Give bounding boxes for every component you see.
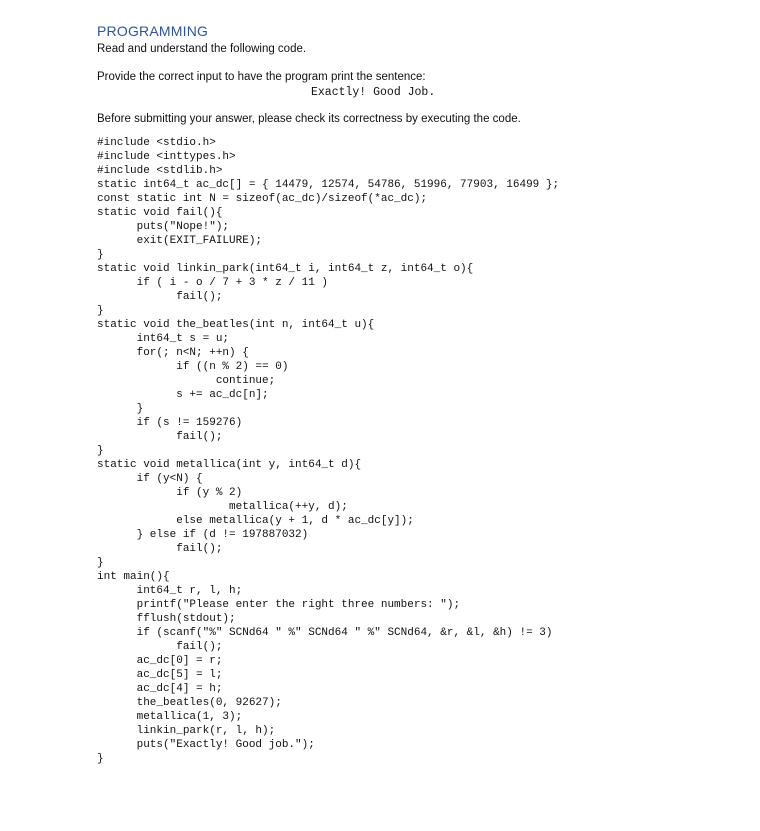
code-line: exit(EXIT_FAILURE); bbox=[97, 235, 263, 247]
code-line: } bbox=[97, 557, 104, 569]
code-line: } bbox=[97, 753, 104, 765]
code-line: fail(); bbox=[97, 641, 223, 653]
code-line: else metallica(y + 1, d * ac_dc[y]); bbox=[97, 515, 414, 527]
code-line: static void the_beatles(int n, int64_t u){ bbox=[97, 319, 375, 331]
code-line: ac_dc[5] = l; bbox=[97, 669, 223, 681]
code-line: fail(); bbox=[97, 543, 223, 555]
code-line: } bbox=[97, 305, 104, 317]
target-sentence: Exactly! Good Job. bbox=[311, 86, 436, 99]
code-line: for(; n<N; ++n) { bbox=[97, 347, 249, 359]
code-line: static void fail(){ bbox=[97, 207, 223, 219]
code-line: } else if (d != 197887032) bbox=[97, 529, 309, 541]
code-line: fail(); bbox=[97, 431, 223, 443]
code-line: if (scanf("%" SCNd64 " %" SCNd64 " %" SCNd64, &r, &l, &h) != 3) bbox=[97, 627, 553, 639]
code-line: } bbox=[97, 445, 104, 457]
code-line: if (s != 159276) bbox=[97, 417, 243, 429]
code-line: metallica(++y, d); bbox=[97, 501, 348, 513]
code-line: metallica(1, 3); bbox=[97, 711, 243, 723]
code-line: fflush(stdout); bbox=[97, 613, 236, 625]
code-line: const static int N = sizeof(ac_dc)/sizeof(*ac_dc); bbox=[97, 193, 428, 205]
code-line: ac_dc[0] = r; bbox=[97, 655, 223, 667]
code-line: linkin_park(r, l, h); bbox=[97, 725, 276, 737]
code-line: int64_t r, l, h; bbox=[97, 585, 243, 597]
code-line: } bbox=[97, 249, 104, 261]
code-line: if (y % 2) bbox=[97, 487, 243, 499]
code-line: s += ac_dc[n]; bbox=[97, 389, 269, 401]
code-line: int main(){ bbox=[97, 571, 170, 583]
code-line: #include <stdlib.h> bbox=[97, 165, 223, 177]
code-line: fail(); bbox=[97, 291, 223, 303]
code-block bbox=[97, 136, 559, 766]
code-line: if ( i - o / 7 + 3 * z / 11 ) bbox=[97, 277, 329, 289]
code-line: the_beatles(0, 92627); bbox=[97, 697, 282, 709]
code-line: if (y<N) { bbox=[97, 473, 203, 485]
code-line: if ((n % 2) == 0) bbox=[97, 361, 289, 373]
code-line: #include <stdio.h> bbox=[97, 137, 216, 149]
code-line: #include <inttypes.h> bbox=[97, 151, 236, 163]
code-line: static int64_t ac_dc[] = { 14479, 12574, 54786, 51996, 77903, 16499 }; bbox=[97, 179, 560, 191]
code-line: continue; bbox=[97, 375, 276, 387]
intro-text: Read and understand the following code. bbox=[97, 43, 307, 55]
code-line: static void linkin_park(int64_t i, int64_t z, int64_t o){ bbox=[97, 263, 474, 275]
check-note: Before submitting your answer, please check its correctness by executing the code. bbox=[97, 113, 521, 125]
code-line: } bbox=[97, 403, 144, 415]
code-line: printf("Please enter the right three numbers: "); bbox=[97, 599, 461, 611]
section-heading: PROGRAMMING bbox=[97, 23, 209, 39]
code-line: puts("Exactly! Good job."); bbox=[97, 739, 315, 751]
code-line: int64_t s = u; bbox=[97, 333, 230, 345]
code-line: static void metallica(int y, int64_t d){ bbox=[97, 459, 362, 471]
code-line: ac_dc[4] = h; bbox=[97, 683, 223, 695]
code-line: puts("Nope!"); bbox=[97, 221, 230, 233]
instruction-text: Provide the correct input to have the program print the sentence: bbox=[97, 71, 426, 83]
